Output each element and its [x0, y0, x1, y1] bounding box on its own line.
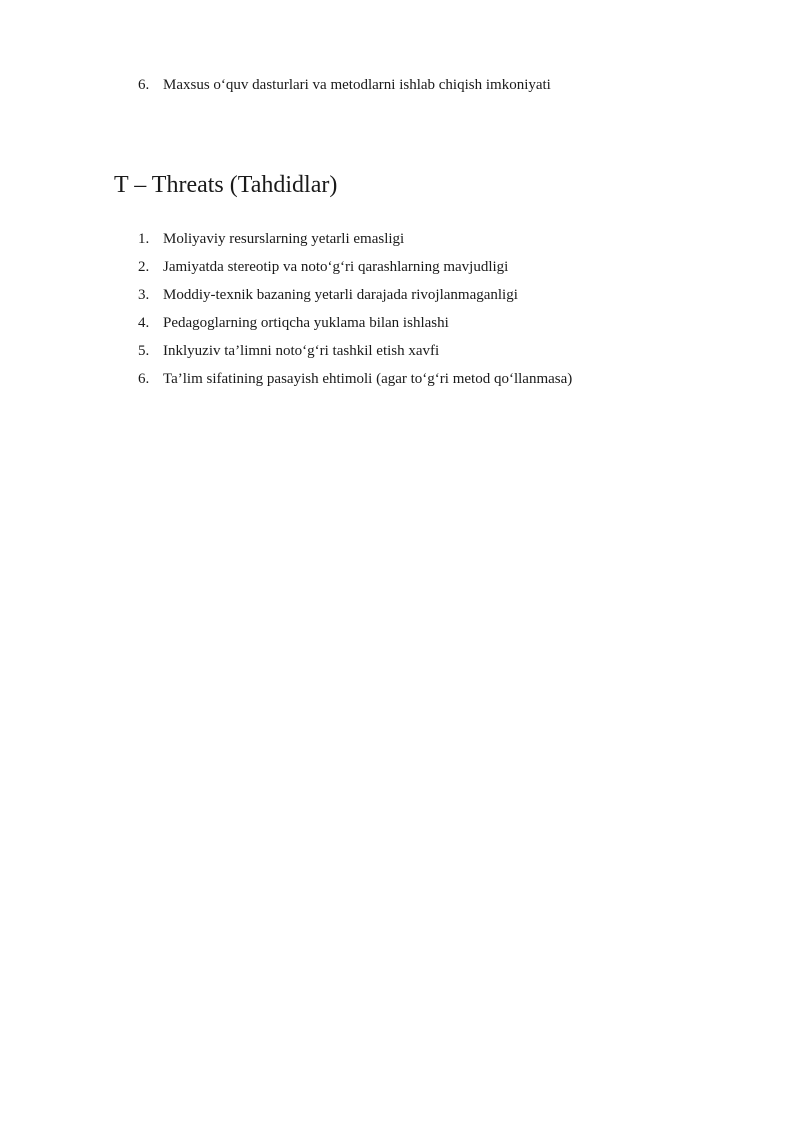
list-item-number: 3. — [138, 287, 150, 303]
opportunities-list-continued — [138, 71, 551, 99]
list-item — [138, 225, 572, 253]
list-item-number: 6. — [138, 77, 150, 93]
list-item-text: Jamiyatda stereotip va noto‘g‘ri qarashlarning mavjudligi — [163, 259, 509, 275]
list-item — [138, 281, 572, 309]
list-item-text: Inklyuziv ta’limni noto‘g‘ri tashkil etish xavfi — [163, 343, 440, 359]
list-item-number: 4. — [138, 315, 150, 331]
list-item — [138, 253, 572, 281]
threats-list — [138, 225, 572, 393]
list-item-text: Pedagoglarning ortiqcha yuklama bilan ishlashi — [163, 315, 449, 331]
list-item-text: Maxsus o‘quv dasturlari va metodlarni ishlab chiqish imkoniyati — [163, 77, 551, 93]
list-item-number: 1. — [138, 231, 150, 247]
list-item-text: Moliyaviy resurslarning yetarli emasligi — [163, 231, 405, 247]
list-item-number: 5. — [138, 343, 150, 359]
list-item — [138, 337, 572, 365]
list-item — [138, 71, 551, 99]
list-item — [138, 309, 572, 337]
threats-heading: T – Threats (Tahdidlar) — [114, 172, 338, 198]
list-item-number: 6. — [138, 371, 150, 387]
list-item-text: Moddiy-texnik bazaning yetarli darajada rivojlanmaganligi — [163, 287, 518, 303]
list-item — [138, 365, 572, 393]
list-item-text: Ta’lim sifatining pasayish ehtimoli (agar to‘g‘ri metod qo‘llanmasa) — [163, 371, 573, 387]
list-item-number: 2. — [138, 259, 150, 275]
